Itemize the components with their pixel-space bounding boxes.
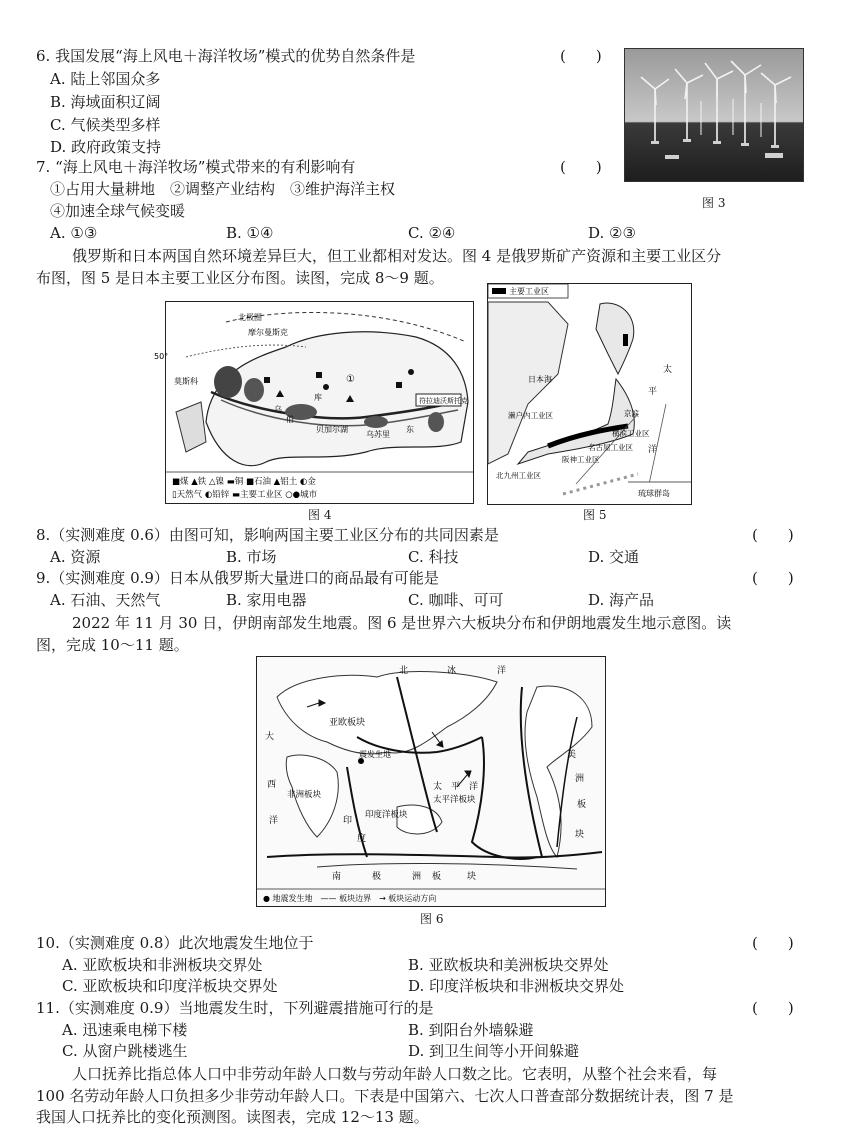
fig6-label-pacific-plate: 太平洋板块 <box>433 795 476 805</box>
q9-option-d: D. 海产品 <box>588 591 655 609</box>
intro-10-11-line1: 2022 年 11 月 30 日，伊朗南部发生地震。图 6 是世界六大板块分布和伊朗地震发生地示意图。读 <box>72 614 732 632</box>
fig6-label-antarctic-1: 南 <box>332 872 342 882</box>
fig4-label-moscow: 莫斯科 <box>174 377 198 386</box>
fig6-label-pacific-ocean: 太 平 洋 <box>433 782 479 792</box>
fig4-legend-row2: ▯天然气 ◐铅锌 ▬主要工业区 ○●城市 <box>172 490 318 500</box>
q11-option-a: A. 迅速乘电梯下楼 <box>62 1021 188 1039</box>
q10-stem: 10.（实测难度 0.8）此次地震发生地位于 <box>36 934 314 952</box>
q7-option-a: A. ①③ <box>50 224 98 242</box>
fig5-label-ryukyu: 琉球群岛 <box>638 489 670 498</box>
fig5-label-sea-of-japan: 日本海 <box>528 375 552 384</box>
fig4-legend-row1: ■煤 ▲铁 △镍 ▬铜 ■石油 ▲铝土 ◐金 <box>172 477 316 487</box>
russia-map-drawing <box>154 302 473 503</box>
fig3-wind-farm-photo <box>624 48 804 182</box>
fig6-label-africa-plate: 非洲板块 <box>287 790 322 800</box>
fig5-label-nagoya: 名古屋工业区 <box>588 443 633 452</box>
fig5-caption: 图 5 <box>583 508 607 522</box>
fig6-plates-map <box>256 656 606 907</box>
fig5-label-keihin: 京滨 <box>624 409 639 418</box>
q11-stem: 11.（实测难度 0.9）当地震发生时，下列避震措施可行的是 <box>36 999 434 1017</box>
q9-option-c: C. 咖啡、可可 <box>408 591 504 609</box>
q7-option-b: B. ①④ <box>226 224 274 242</box>
q11-option-d: D. 到卫生间等小开间躲避 <box>408 1042 580 1060</box>
fig4-label-vladivostok: 符拉迪沃斯托克 <box>419 397 468 405</box>
q8-answer-paren: ( ) <box>752 526 794 544</box>
q10-option-d: D. 印度洋板块和非洲板块交界处 <box>408 977 625 995</box>
q9-stem: 9.（实测难度 0.9）日本从俄罗斯大量进口的商品最有可能是 <box>36 569 439 587</box>
q6-stem: 6. 我国发展“海上风电＋海洋牧场”模式的优势自然条件是 <box>36 47 416 65</box>
q7-stem: 7. “海上风电＋海洋牧场”模式带来的有利影响有 <box>36 158 356 176</box>
fig5-label-yokohama: 横滨工业区 <box>612 429 650 438</box>
fig6-label-indian-1: 印 <box>343 816 353 826</box>
intro-10-11-line2: 图，完成 10～11 题。 <box>36 636 189 654</box>
fig6-label-indian-plate: 印度洋板块 <box>365 810 408 820</box>
fig6-label-antarctic-5: 块 <box>467 872 477 882</box>
fig5-label-pacific-3: 洋 <box>648 445 658 455</box>
intro-8-9-line2: 布图，图 5 是日本主要工业区分布图。读图，完成 8～9 题。 <box>36 269 444 287</box>
fig6-label-america-4: 块 <box>575 830 585 840</box>
q7-answer-paren: ( ) <box>560 158 602 176</box>
q10-option-b: B. 亚欧板块和美洲板块交界处 <box>408 956 609 974</box>
q8-stem: 8.（实测难度 0.6）由图可知，影响两国主要工业区分布的共同因素是 <box>36 526 499 544</box>
fig6-legend: ● 地震发生地 —— 板块边界 → 板块运动方向 <box>263 894 437 903</box>
wind-turbine-illustration <box>625 49 803 181</box>
fig6-label-america-1: 美 <box>567 750 577 760</box>
fig3-caption: 图 3 <box>702 196 726 210</box>
fig4-russia-map <box>154 301 474 504</box>
q9-answer-paren: ( ) <box>752 569 794 587</box>
fig5-label-setouchi: 濑户内工业区 <box>508 411 553 420</box>
fig5-label-pacific-2: 平 <box>648 387 658 397</box>
fig4-caption: 图 4 <box>308 508 332 522</box>
fig4-label-far-east: 东 <box>406 425 414 434</box>
q7-option-d: D. ②③ <box>588 224 636 242</box>
fig6-label-bing: 冰 <box>447 666 457 676</box>
fig6-label-eurasia: 亚欧板块 <box>329 718 366 728</box>
fig6-label-indian-2: 度 <box>357 834 367 844</box>
q11-option-c: C. 从窗户跳楼逃生 <box>62 1042 188 1060</box>
fig6-label-america-3: 板 <box>577 800 587 810</box>
fig4-label-baikal: 伯 <box>286 415 294 424</box>
fig6-label-yang-left: 洋 <box>269 816 279 826</box>
q10-answer-paren: ( ) <box>752 934 794 952</box>
fig6-label-yang-top: 洋 <box>497 666 507 676</box>
q10-option-a: A. 亚欧板块和非洲板块交界处 <box>62 956 263 974</box>
fig6-caption: 图 6 <box>420 912 444 926</box>
fig6-label-antarctic-4: 板 <box>432 872 442 882</box>
fig6-label-quake-site: 震发生地 <box>359 750 391 759</box>
q6-option-c: C. 气候类型多样 <box>50 116 161 134</box>
fig6-label-bei: 北 <box>399 666 409 676</box>
q8-option-a: A. 资源 <box>50 548 101 566</box>
fig4-label-kuzbass: 库 <box>314 393 322 402</box>
fig4-label-mid: 乌苏里 <box>366 430 390 439</box>
q7-items-line2: ④加速全球气候变暖 <box>50 202 186 220</box>
intro-12-13-line3: 我国人口抚养比的变化预测图。读图表，完成 12～13 题。 <box>36 1108 429 1126</box>
fig4-label-ural: 乌 <box>274 405 282 414</box>
q6-option-d: D. 政府政策支持 <box>50 138 162 156</box>
q6-answer-paren: ( ) <box>560 47 602 65</box>
intro-12-13-line1: 人口抚养比指总体人口中非劳动年龄人口数与劳动年龄人口数之比。它表明，从整个社会来看，每 <box>72 1065 718 1083</box>
q10-option-c: C. 亚欧板块和印度洋板块交界处 <box>62 977 278 995</box>
intro-12-13-line2: 100 名劳动年龄人口负担多少非劳动年龄人口。下表是中国第六、七次人口普查部分数据统计表，图 7 是 <box>36 1087 734 1105</box>
fig6-label-america-2: 洲 <box>575 774 585 784</box>
fig6-label-da: 大 <box>265 732 275 742</box>
q9-option-b: B. 家用电器 <box>226 591 307 609</box>
fig5-label-hanshin: 阪神工业区 <box>562 455 600 464</box>
fig4-label-arctic: 北极圈 <box>238 313 262 322</box>
fig5-label-pacific-1: 太 <box>663 365 673 375</box>
q6-option-b: B. 海域面积辽阔 <box>50 93 161 111</box>
fig5-japan-map <box>487 283 692 505</box>
intro-8-9-line1: 俄罗斯和日本两国自然环境差异巨大，但工业都相对发达。图 4 是俄罗斯矿产资源和主要工业区分 <box>72 247 722 265</box>
fig5-label-kitakyushu: 北九州工业区 <box>496 471 541 480</box>
fig5-legend: 主要工业区 <box>509 287 549 296</box>
q8-option-c: C. 科技 <box>408 548 459 566</box>
japan-map-drawing <box>488 284 691 504</box>
fig4-label-circle1: ① <box>346 374 355 385</box>
plates-map-drawing <box>257 657 605 906</box>
q6-option-a: A. 陆上邻国众多 <box>50 70 161 88</box>
fig6-label-xi: 西 <box>267 780 277 790</box>
q11-option-b: B. 到阳台外墙躲避 <box>408 1021 534 1039</box>
q8-option-d: D. 交通 <box>588 548 640 566</box>
q7-option-c: C. ②④ <box>408 224 456 242</box>
fig6-label-antarctic-2: 极 <box>372 872 382 882</box>
fig4-label-murmansk: 摩尔曼斯克 <box>248 328 288 337</box>
fig6-label-antarctic-3: 洲 <box>412 872 422 882</box>
q7-items-line1: ①占用大量耕地 ②调整产业结构 ③维护海洋主权 <box>50 180 396 198</box>
fig4-label-lat50: 50° <box>154 352 169 361</box>
q9-option-a: A. 石油、天然气 <box>50 591 161 609</box>
fig4-label-irkutsk: 贝加尔湖 <box>316 425 348 434</box>
q8-option-b: B. 市场 <box>226 548 277 566</box>
q11-answer-paren: ( ) <box>752 999 794 1017</box>
